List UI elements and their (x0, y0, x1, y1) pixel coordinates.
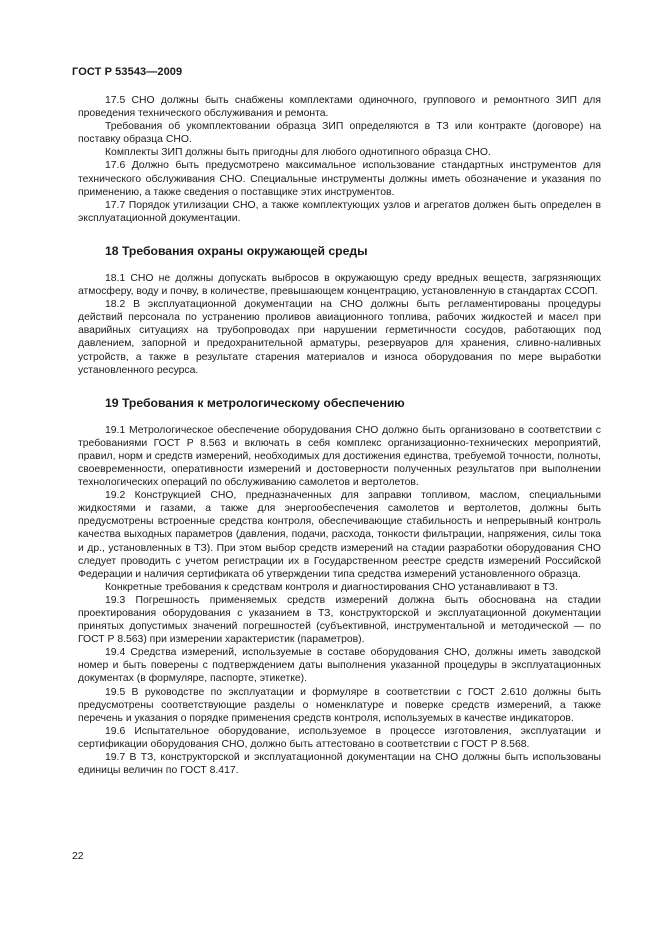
paragraph-18-1: 18.1 СНО не должны допускать выбросов в окружающую среду вредных веществ, загрязняющих атмосферу, воду и почву, в количестве, превышающем концентрацию, установленную в стандартах ССОП. (78, 272, 601, 298)
paragraph-19-1: 19.1 Метрологическое обеспечение оборудования СНО должно быть организовано в соответствии с требованиями ГОСТ Р 8.563 и включать в себя комплекс организационно-технических мероприятий, правил, норм и средств измерений, необходимых для достижения единства, требуемой точности, полноты, своевременности, оперативности измерений и достоверности полученных результатов при выполнении технологических операций по обслуживанию самолетов и вертолетов. (78, 424, 601, 489)
paragraph-17-6: 17.6 Должно быть предусмотрено максимальное использование стандартных инструментов для технического обслуживания СНО. Специальные инструменты должны иметь обозначение и указания по применению, а также сведения о поставщике этих инструментов. (78, 160, 601, 198)
section-18-title: 18 Требования охраны окружающей среды (105, 243, 368, 258)
paragraph-19-7: 19.7 В ТЗ, конструкторской и эксплуатационной документации на СНО должны быть использованы единицы величин по ГОСТ 8.417. (78, 752, 601, 777)
section-spacer (78, 225, 601, 243)
paragraph-19-5: 19.5 В руководстве по эксплуатации и формуляре в соответствии с ГОСТ 2.610 должны быть предусмотрены соответствующие разделы о номенклатуре и поверке средств измерений, а также перечень и указания о порядке применения средств контроля, используемых в качестве индикаторов. (78, 686, 601, 724)
paragraph-17-5: 17.5 СНО должны быть снабжены комплектами одиночного, группового и ремонтного ЗИП для проведения технического обслуживания и ремонта. (78, 95, 601, 120)
paragraph-17-7: 17.7 Порядок утилизации СНО, а также комплектующих узлов и агрегатов должен быть определен в эксплуатационной документации. (78, 199, 601, 224)
paragraph-19-6: 19.6 Испытательное оборудование, используемое в процессе изготовления, эксплуатации и сертификации оборудования СНО, должно быть аттестовано в соответствии с ГОСТ Р 8.568. (78, 725, 601, 750)
paragraph-19-3: 19.3 Погрешность применяемых средств измерений должна быть обоснована на стадии проектирования оборудования с указанием в ТЗ, конструкторской и эксплуатационной документации принятых допустимых значений погрешностей (субъективной, инструментальной и методической — по ГОСТ Р 8.563) при измерении характеристик (параметров). (78, 594, 601, 646)
paragraph-17-5-zip: Требования об укомплектовании образца ЗИП определяются в ТЗ или контракте (договоре) на поставку образца СНО. (78, 121, 601, 146)
page-number: 22 (72, 851, 84, 862)
document-header: ГОСТ Р 53543—2009 (72, 66, 183, 78)
paragraph-19-2-specific: Конкретные требования к средствам контроля и диагностирования СНО устанавливают в ТЗ. (105, 581, 558, 593)
section-spacer (78, 411, 601, 424)
section-19-title: 19 Требования к метрологическому обеспечению (105, 395, 405, 410)
paragraph-19-2: 19.2 Конструкцией СНО, предназначенных для заправки топливом, маслом, специальными жидкостями и газами, а также для энергообеспечения самолетов и вертолетов, должны быть предусмотрены встроенные средства контроля, обеспечивающие стабильность и непрерывный контроль качества выходных параметров (давления, подачи, расхода, тонкости фильтрации, напряжения, силы тока и др., установленных в ТЗ). При этом выбор средств измерений на стадии разработки оборудования СНО следует проводить с учетом регистрации их в Государственном реестре средств измерений Российской Федерации и наличия сертификата об утверждении типа средства измерений установленного образца. (78, 490, 601, 580)
paragraph-17-5-kits: Комплекты ЗИП должны быть пригодны для любого однотипного образца СНО. (105, 147, 491, 159)
section-spacer (78, 259, 601, 272)
paragraph-19-4: 19.4 Средства измерений, используемые в составе оборудования СНО, должны иметь заводской номер и быть поверены с подтверждением даты выполнения указанной процедуры в эксплуатационных документах (в формуляре, паспорте, этикетке). (78, 647, 601, 685)
document-body (78, 94, 601, 777)
section-spacer (78, 377, 601, 395)
paragraph-18-2: 18.2 В эксплуатационной документации на СНО должны быть регламентированы процедуры действий персонала по устранению проливов авиационного топлива, рабочих жидкостей и масел при аварийных ситуациях на трубопроводах при нарушении герметичности сосудов, работающих под давлением, запорной и предохранительной арматуры, резервуаров для хранения, сливно-наливных устройств, а также в результате старения материалов и износа оборудования по мере выработки установленного ресурса. (78, 299, 601, 376)
